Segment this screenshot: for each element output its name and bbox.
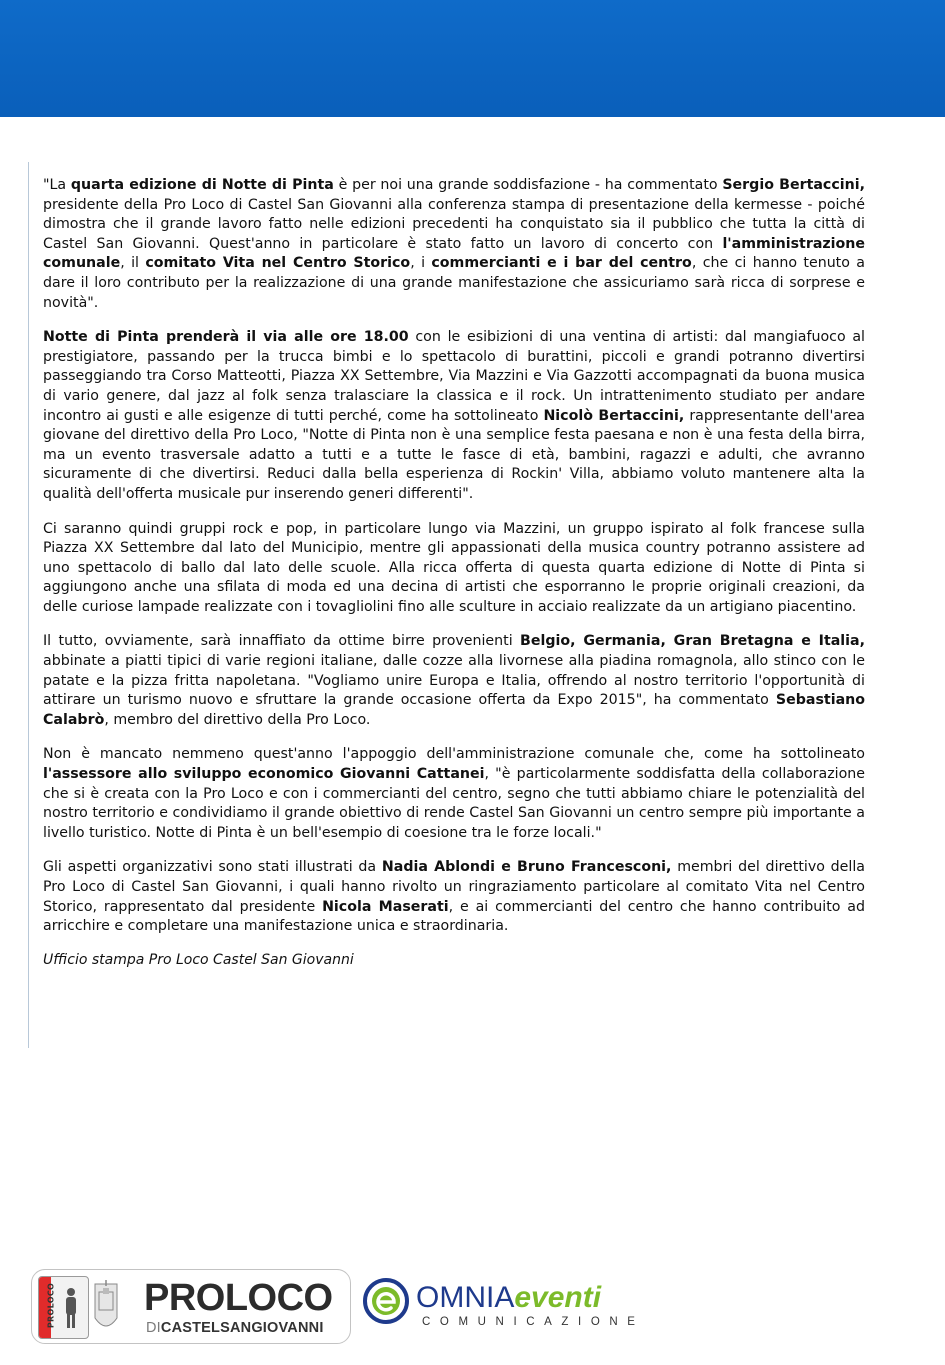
text-run: , "è particolarmente soddisfatta della collaborazione che si è creata con la Pro Loco e con i commercianti del centro, segno che tutti abbiamo chiare le potenzialità del nostro territorio e condividiamo il grande obiettivo di rende Castel San Giovanni un centro sempre più importante a livello turistico. Notte di Pinta è un bell'esempio di coesione tra le forze locali."	[43, 766, 865, 841]
bold-run: Nicola Maserati	[322, 898, 449, 915]
proloco-vertical-logo	[38, 1276, 89, 1339]
paragraph-3	[43, 520, 865, 618]
text-run: rappresentante dell'area giovane del direttivo della Pro Loco, "Notte di Pinta non è una semplice festa paesana e non è una festa della birra, ma un evento trasversale adatto a tutti e a tutte le fasce di età, bambini, ragazzi e adulti, che avranno sicuramente di che divertirsi. Reduci dalla bella esperienza di Rockin' Villa, abbiamo voluto mantenere alta la qualità dell'offerta musicale pur inserendo generi differenti".	[43, 407, 865, 502]
text-run: , i	[410, 255, 432, 272]
bold-run: l'assessore allo sviluppo economico Giovanni Cattanei	[43, 766, 485, 783]
paragraph-2	[43, 328, 865, 504]
omnia-tagline: COMUNICAZIONE	[422, 1316, 645, 1328]
vertical-logo-text: PROLOCO	[46, 1282, 56, 1329]
text-run: , e ai commercianti del centro che hanno contribuito ad arricchire e completare una manifestazione unica e straordinaria.	[43, 898, 865, 935]
paragraph-1	[43, 176, 865, 313]
omnia-eventi-logo	[360, 1272, 645, 1342]
text-run: con le esibizioni di una ventina di artisti: dal mangiafuoco al prestigiatore, passando per la trucca bimbi e lo spettacolo di burattini, piccoli e grandi potranno divertirsi passeggiando tra Corso Matteotti, Piazza XX Settembre, Via Mazzini e Via Gazzotti accompagnati da buona musica di vario genere, dal jazz al folk senza tralasciare la classica e il rock. Un intrattenimento studiato per andare incontro ai gusti e alle esigenze di tutti perché, come ha sottolineato	[43, 329, 865, 424]
text-run: , che ci hanno tenuto a dare il loro contributo per la realizzazione di una grande manifestazione che assicuriamo sarà ricca di sorprese e novità".	[43, 255, 865, 311]
text-run: , il	[120, 255, 146, 272]
proloco-subtitle-town: CASTELSANGIOVANNI	[160, 1320, 324, 1336]
person-figure-icon	[63, 1287, 79, 1329]
bold-run: Sergio Bertaccini,	[722, 177, 865, 193]
proloco-subtitle	[146, 1320, 324, 1336]
bold-run: Notte di Pinta prenderà il via alle ore 18.00	[43, 329, 409, 346]
omnia-wordmark	[416, 1281, 601, 1315]
town-crest-icon	[92, 1278, 120, 1336]
proloco-logo	[31, 1269, 351, 1344]
bold-run: Belgio, Germania, Gran Bretagna e Italia,	[520, 633, 865, 650]
proloco-title: PROLOCO	[144, 1277, 333, 1319]
text-run: Non è mancato nemmeno quest'anno l'appoggio dell'amministrazione comunale che, come ha sottolineato	[43, 746, 865, 763]
text-run: è per noi una grande soddisfazione - ha commentato	[333, 177, 723, 193]
article-text	[43, 176, 865, 968]
text-run: Il tutto, ovviamente, sarà innaffiato da ottime birre provenienti	[43, 633, 521, 650]
proloco-subtitle-prefix: DI	[146, 1320, 161, 1336]
text-run: presidente della Pro Loco di Castel San Giovanni alla conferenza stampa di presentazione della kermesse - poiché dimostra che il grande lavoro fatto nelle edizioni precedenti ha conquistato sia il pubblico che tutta la città di Castel San Giovanni. Quest'anno in particolare è stato fatto un lavoro di concerto con	[43, 196, 865, 252]
bold-run: commercianti e i bar del centro	[431, 255, 692, 272]
bold-run: comitato Vita nel Centro Storico	[145, 255, 411, 272]
bold-run: Nicolò Bertaccini,	[543, 407, 685, 424]
omnia-word-accent: eventi	[514, 1281, 602, 1314]
bold-run: Sebastiano Calabrò	[43, 692, 865, 728]
paragraph-4	[43, 632, 865, 730]
text-run: membri del direttivo della Pro Loco di Castel San Giovanni, i quali hanno rivolto un ringraziamento particolare al comitato Vita nel Centro Storico, rappresentato dal presidente	[43, 859, 865, 915]
text-run: "La	[43, 177, 71, 193]
e-circle-logo-icon	[363, 1278, 409, 1324]
paragraph-5	[43, 745, 865, 843]
text-run: abbinate a piatti tipici di varie regioni italiane, dalle cozze alla livornese alla piadina romagnola, allo stinco con le patate e la pizza fritta napoletana. "Vogliamo unire Europa e Italia, offrendo al nostro territorio l'opportunità di attirare un turismo nuovo e sfruttare la grande occasione offerta da Expo 2015", ha commentato	[43, 653, 865, 709]
omnia-word-main: OMNIA	[416, 1281, 515, 1314]
text-run: , membro del direttivo della Pro Loco.	[104, 711, 371, 728]
press-office-signature: Ufficio stampa Pro Loco Castel San Giovanni	[43, 951, 354, 968]
bold-run: l'amministrazione comunale	[43, 235, 865, 272]
bold-run: Nadia Ablondi e Bruno Francesconi,	[381, 859, 672, 876]
text-run: Ci saranno quindi gruppi rock e pop, in particolare lungo via Mazzini, un gruppo ispirato al folk francese sulla Piazza XX Settembre dal lato del Municipio, mentre gli appassionati della musica country potranno assistere ad uno spettacolo di ballo dal lato delle scuole. Alla ricca offerta di questa quarta edizione di Notte di Pinta si aggiungono anche una sfilata di moda ed una decina di artisti che esporranno le proprie originali creazioni, da delle curiose lampade realizzate con i tovagliolini fino alle sculture in acciaio realizzate da un artigiano piacentino.	[43, 520, 865, 615]
bold-run: quarta edizione di Notte di Pinta	[70, 177, 334, 193]
header-band	[0, 0, 945, 117]
paragraph-6	[43, 858, 865, 936]
article-body	[28, 162, 869, 1048]
text-run: Gli aspetti organizzativi sono stati illustrati da	[43, 859, 382, 876]
